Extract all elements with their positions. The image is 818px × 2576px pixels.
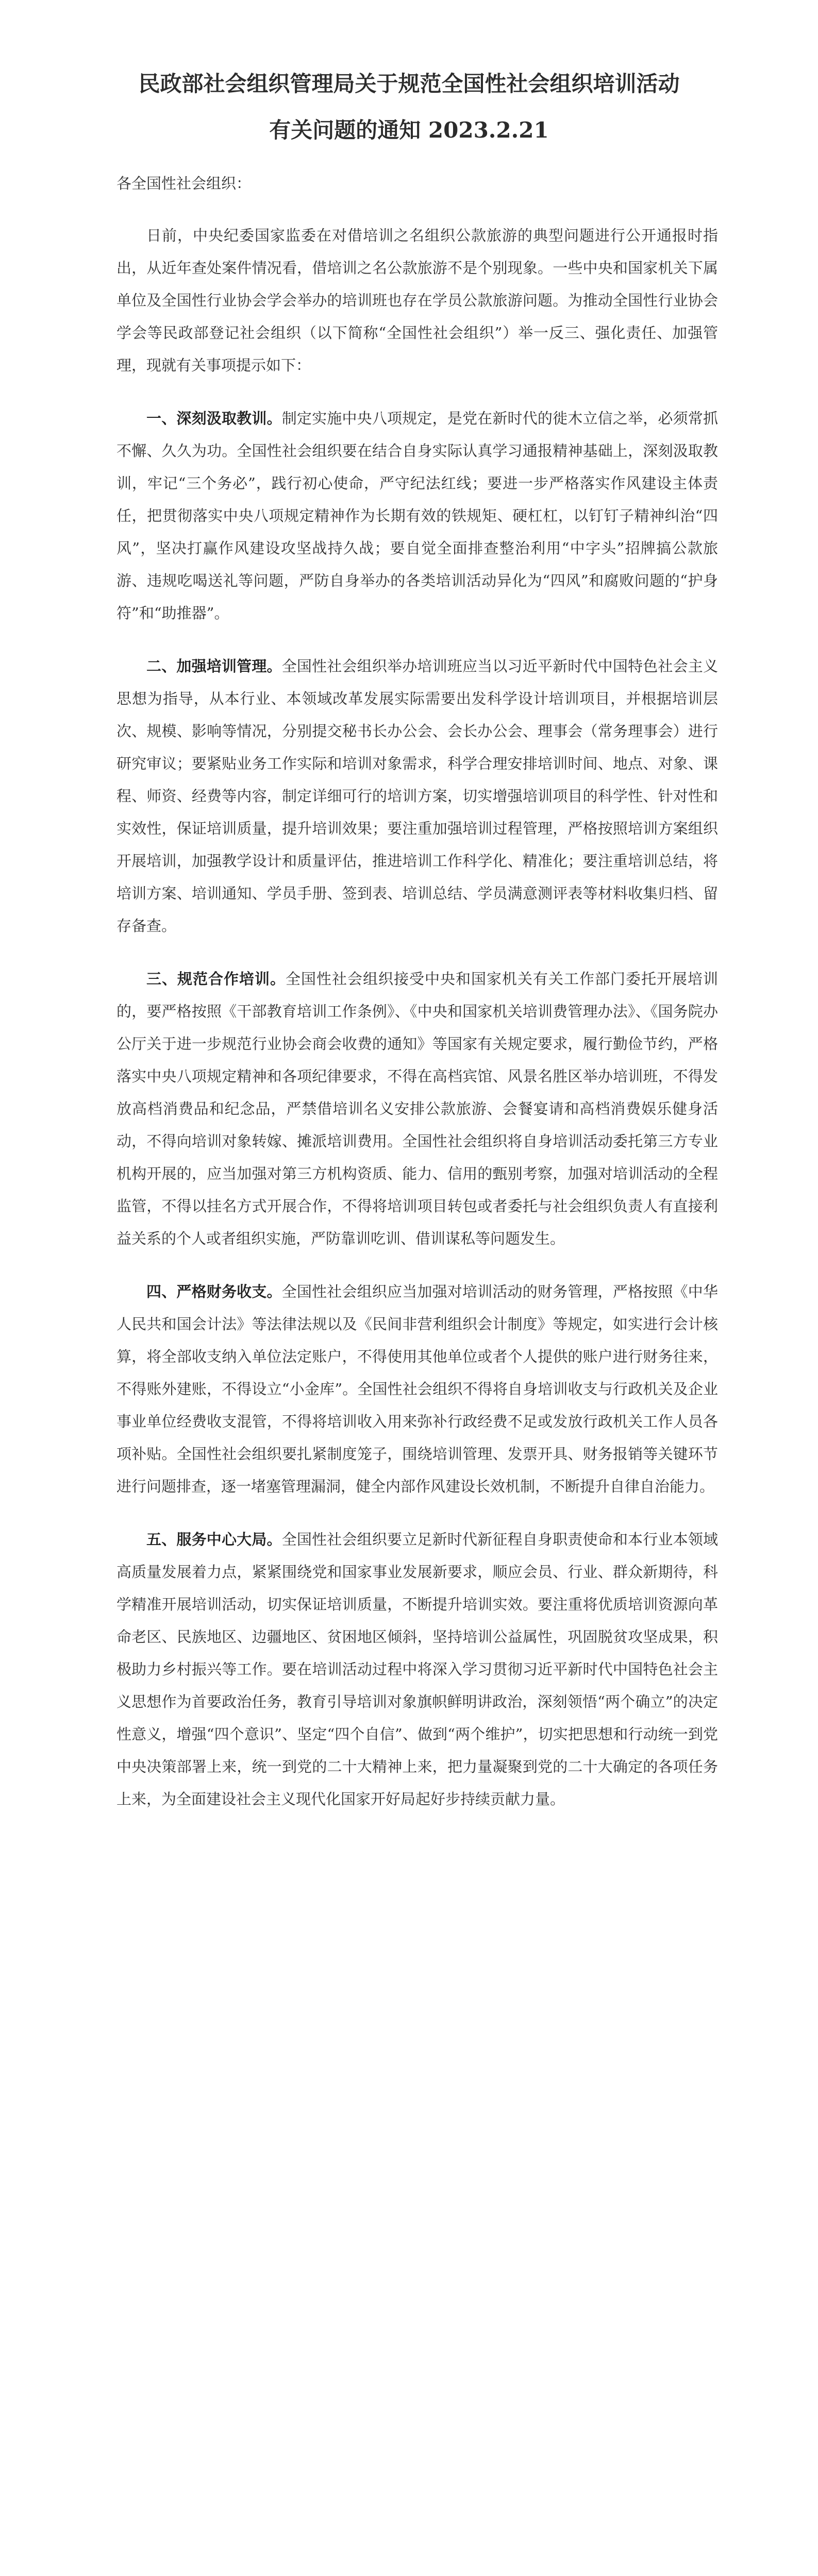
section-3-paragraph [116,963,718,1255]
section-2-paragraph [116,650,718,942]
section-2-body: 全国性社会组织举办培训班应当以习近平新时代中国特色社会主义思想为指导，从本行业、本领域改革发展实际需要出发科学设计培训项目，并根据培训层次、规模、影响等情况，分别提交秘书长办公会、会长办公会、理事会（常务理事会）进行研究审议；要紧贴业务工作实际和培训对象需求，科学合理安排培训时间、地点、对象、课程、师资、经费等内容，制定详细可行的培训方案，切实增强培训项目的科学性、针对性和实效性，保证培训质量，提升培训效果；要注重加强培训过程管理，严格按照培训方案组织开展培训，加强教学设计和质量评估，推进培训工作科学化、精准化；要注重培训总结，将培训方案、培训通知、学员手册、签到表、培训总结、学员满意测评表等材料收集归档、留存备查。 [116,657,718,935]
section-3-heading: 三、规范合作培训。 [146,970,286,988]
section-1-body: 制定实施中央八项规定，是党在新时代的徙木立信之举，必须常抓不懈、久久为功。全国性社会组织要在结合自身实际认真学习通报精神基础上，深刻汲取教训，牢记“三个务必”，践行初心使命，严守纪法红线；要进一步严格落实作风建设主体责任，把贯彻落实中央八项规定精神作为长期有效的铁规矩、硬杠杠，以钉钉子精神纠治“四风”，坚决打赢作风建设攻坚战持久战；要自觉全面排查整治利用“中字头”招牌搞公款旅游、违规吃喝送礼等问题，严防自身举办的各类培训活动异化为“四风”和腐败问题的“护身符”和“助推器”。 [116,410,718,622]
document-title-line-2: 有关问题的通知 2023.2.21 [269,117,549,143]
section-4-body: 全国性社会组织应当加强对培训活动的财务管理，严格按照《中华人民共和国会计法》等法律法规以及《民间非营利组织会计制度》等规定，如实进行会计核算，将全部收支纳入单位法定账户，不得使用其他单位或者个人提供的账户进行财务往来，不得账外建账，不得设立“小金库”。全国性社会组织不得将自身培训收支与行政机关及企业事业单位经费收支混管，不得将培训收入用来弥补行政经费不足或发放行政机关工作人员各项补贴。全国性社会组织要扎紧制度笼子，围绕培训管理、发票开具、财务报销等关键环节进行问题排查，逐一堵塞管理漏洞，健全内部作风建设长效机制，不断提升自律自治能力。 [116,1283,718,1495]
section-4-paragraph [116,1276,718,1503]
section-5-paragraph [116,1523,718,1816]
section-1-paragraph [116,402,718,630]
document-title-line-1: 民政部社会组织管理局关于规范全国性社会组织培训活动 [138,71,680,96]
section-5-heading: 五、服务中心大局。 [146,1531,282,1548]
section-4-heading: 四、严格财务收支。 [146,1283,282,1300]
section-1-heading: 一、深刻汲取教训。 [146,410,282,427]
section-2-heading: 二、加强培训管理。 [146,657,282,675]
document-title [100,61,718,154]
section-3-body: 全国性社会组织接受中央和国家机关有关工作部门委托开展培训的，要严格按照《干部教育培训工作条例》、《中央和国家机关培训费管理办法》、《国务院办公厅关于进一步规范行业协会商会收费的通知》等国家有关规定要求，履行勤俭节约，严格落实中央八项规定精神和各项纪律要求，不得在高档宾馆、风景名胜区举办培训班，不得发放高档消费品和纪念品，严禁借培训名义安排公款旅游、会餐宴请和高档消费娱乐健身活动，不得向培训对象转嫁、摊派培训费用。全国性社会组织将自身培训活动委托第三方专业机构开展的，应当加强对第三方机构资质、能力、信用的甄别考察，加强对培训活动的全程监管，不得以挂名方式开展合作，不得将培训项目转包或者委托与社会组织负责人有直接利益关系的个人或者组织实施，严防靠训吃训、借训谋私等问题发生。 [116,970,718,1247]
section-5-body: 全国性社会组织要立足新时代新征程自身职责使命和本行业本领域高质量发展着力点，紧紧围绕党和国家事业发展新要求，顺应会员、行业、群众新期待，科学精准开展培训活动，切实保证培训质量，不断提升培训实效。要注重将优质培训资源向革命老区、民族地区、边疆地区、贫困地区倾斜，坚持培训公益属性，巩固脱贫攻坚成果，积极助力乡村振兴等工作。要在培训活动过程中将深入学习贯彻习近平新时代中国特色社会主义思想作为首要政治任务，教育引导培训对象旗帜鲜明讲政治，深刻领悟“两个确立”的决定性意义，增强“四个意识”、坚定“四个自信”、做到“两个维护”，切实把思想和行动统一到党中央决策部署上来，统一到党的二十大精神上来，把力量凝聚到党的二十大确定的各项任务上来，为全面建设社会主义现代化国家开好局起好步持续贡献力量。 [116,1531,718,1808]
intro-paragraph: 日前，中央纪委国家监委在对借培训之名组织公款旅游的典型问题进行公开通报时指出，从近年查处案件情况看，借培训之名公款旅游不是个别现象。一些中央和国家机关下属单位及全国性行业协会学会举办的培训班也存在学员公款旅游问题。为推动全国性行业协会学会等民政部登记社会组织（以下简称“全国性社会组织”）举一反三、强化责任、加强管理，现就有关事项提示如下： [116,227,718,374]
salutation: 各全国性社会组织： [116,175,252,192]
